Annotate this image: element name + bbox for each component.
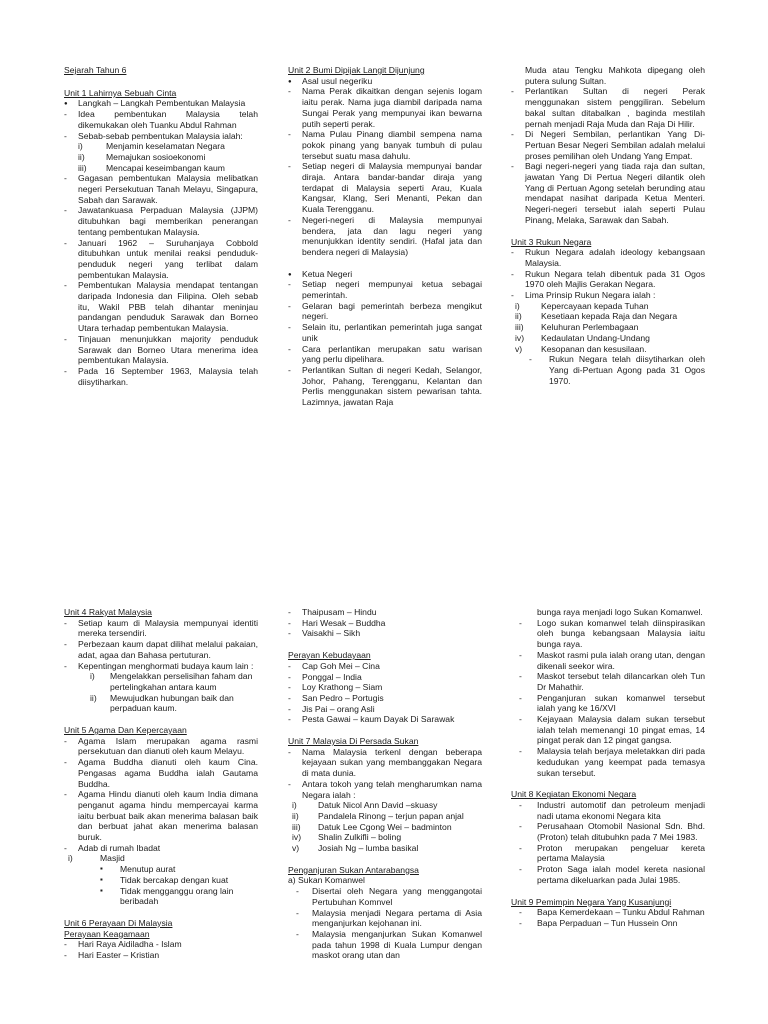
roman-item [511,344,705,355]
list-item: - Perlantikan Sultan di negeri Kedah, Selangor, Johor, Pahang, Terengganu, Kelantan dan Perlis menggunakan sistem pewarisan tahta. Lazimnya, jawatan Raja [288,365,482,408]
heading-unit-9: Unit 9 Pemimpin Negara Yang Kusanjungi [511,896,672,907]
spacer [64,714,258,725]
roman-text: Datuk Nicol Ann David –skuasy [318,800,438,811]
list-item: - Gelaran bagi pemerintah berbeza mengikut negeri. [288,301,482,322]
roman-number: i) [68,853,73,864]
list-item: - Agama Islam merupakan agama rasmi persekutuan dan dianuti oleh kaum Melayu. [64,736,258,757]
list-item: - Bagi negeri-negeri yang tiada raja dan sultan, jawatan Yang Di Pertua Negeri dilantik oleh Yang di Pertuan Agong setelah berunding atau mendapat nasihat daripada Ketua Menteri. Negeri-negeri tersebut ialah seperti Pulau Pinang, Melaka, Sarawak dan Sabah. [511,161,705,225]
roman-item [288,800,482,811]
list-item: - Perlantikan Sultan di negeri Perak menggunakan sistem penggiliran. Sebelum bakal sultan ditabalkan , baginda mestilah pernah menjadi Raja Muda dan Raja Di Hilir. [511,86,705,129]
spacer [511,886,705,897]
roman-text: Kepercayaan kepada Tuhan [541,300,649,311]
heading-unit-3: Unit 3 Rukun Negara [511,236,592,247]
list-item: - Ponggal – India [288,672,482,683]
sub-item: - Kejayaan Malaysia dalam sukan tersebut ialah telah memenangi 10 pingat emas, 14 pingat perak dan 12 pingat gangsa. [511,714,705,746]
list-item: - San Pedro – Portugis [288,693,482,704]
sub-item: - Maskot tersebut telah dilancarkan oleh Tun Dr Mahathir. [511,671,705,692]
list-item: - Pembentukan Malaysia mendapat tentangan daripada Indonesia dan Filipina. Oleh sebab itu, Wakil PBB telah dihantar meninjau pandangan penduduk Sarawak dan Borneo Utara terhadap pembentukan Malaysia. [64,280,258,334]
column-4 [64,607,258,961]
list-item: - Agama Buddha dianuti oleh kaum Cina. Pengasas agama Buddha ialah Gautama Buddha. [64,757,258,789]
sub-item: - Malaysia telah berjaya meletakkan diri pada kedudukan yang keempat pada temasya sukan tersebut. [511,746,705,778]
list-item: - Gagasan pembentukan Malaysia melibatkan negeri Persekutuan Tanah Melayu, Singapura, Sabah dan Sarawak. [64,173,258,205]
document-title: Sejarah Tahun 6 [64,65,127,75]
square-bullet-item: ▪ Tidak mengganggu orang lain beribadah [64,886,258,907]
heading-unit-7: Unit 7 Malaysia Di Persada Sukan [288,736,419,747]
list-item: - Hari Raya Aidiladha - Islam [64,939,258,950]
list-item: - Thaipusam – Hindu [288,607,482,618]
roman-number: iv) [292,832,302,843]
list-item: - Kepentingan menghormati budaya kaum lain : [64,661,258,672]
bullet-item: ● Asal usul negeriku [288,76,482,87]
roman-text: Keluhuran Perlembagaan [541,322,639,333]
sub-item: - Bapa Perpaduan – Tun Hussein Onn [511,918,705,929]
alpha-item: a) Sukan Komanwel [288,875,365,886]
roman-item [511,322,705,333]
spacer [511,226,705,237]
roman-text: Kesetiaan kepada Raja dan Negara [541,311,678,322]
roman-number: v) [292,843,300,854]
heading-unit-1: Unit 1 Lahirnya Sebuah Cinta [64,87,177,98]
roman-number: i) [292,800,297,811]
roman-number: v) [515,343,523,354]
spacer [288,725,482,736]
roman-item [288,832,482,843]
roman-item [288,811,482,822]
roman-text: Masjid [100,853,125,864]
list-item: - Vaisakhi – Sikh [288,628,482,639]
roman-number: i) [90,671,95,682]
list-item: - Cap Goh Mei – Cina [288,661,482,672]
list-item: - Setiap negeri di Malaysia mempunyai bandar diraja. Antara bandar-bandar diraja yang terdapat di Malaysia seperti Arau, Kuala Kangsar, Klang, Seri Menanti, Pekan dan Kuala Terengganu. [288,161,482,215]
roman-item [64,853,258,864]
roman-text: Memajukan sosioekonomi [106,151,206,162]
list-item: - Januari 1962 – Suruhanjaya Cobbold ditubuhkan untuk menilai reaksi penduduk-penduduk negeri yang terlibat dalam pembentukan Malaysia. [64,238,258,281]
list-item: - Jawatankuasa Perpaduan Malaysia (JJPM) ditubuhkan bagi memberikan penerangan tentang pembentukan Malaysia. [64,205,258,237]
list-item: - Nama Perak dikaitkan dengan sejenis logam iaitu perak. Nama juga diambil daripada nama Sungai Perak yang mempunyai ikan bewarna putih seperti perak. [288,86,482,129]
roman-number: ii) [515,311,522,322]
spacer [288,258,482,269]
roman-text: Mencapai keseimbangan kaum [106,162,225,173]
roman-item [511,301,705,312]
list-item: - Setiap kaum di Malaysia mempunyai identiti mereka tersendiri. [64,618,258,639]
roman-item [64,141,258,152]
roman-item [288,822,482,833]
roman-number: ii) [78,151,85,162]
sub-item: - Proton merupakan pengeluar kereta pertama Malaysia [511,843,705,864]
column-1 [64,65,258,387]
sub-item: - Rukun Negara telah diisytiharkan oleh Yang di-Pertuan Agong pada 31 Ogos 1970. [511,354,705,386]
sub-item: - Bapa Kemerdekaan – Tunku Abdul Rahman [511,907,705,918]
roman-number: ii) [90,692,97,703]
heading-unit-8: Unit 8 Kegiatan Ekonomi Negara [511,789,637,800]
list-item: - Pada 16 September 1963, Malaysia telah diisytiharkan. [64,366,258,387]
roman-text: Menjamin keselamatan Negara [106,141,225,152]
column-5 [288,607,482,961]
list-item: - Nama Malaysia terkenl dengan beberapa kejayaan sukan yang membanggakan Negara di mata dunia. [288,747,482,779]
list-item: - Hari Easter – Kristian [64,950,258,961]
sub-item: - Malaysia menjadi Negara pertama di Asia menganjurkan kejohanan ini. [288,908,482,929]
list-item: - Hari Wesak – Buddha [288,618,482,629]
roman-text: Kesopanan dan kesusilaan. [541,343,647,354]
roman-item [64,163,258,174]
list-item: - Pesta Gawai – kaum Dayak Di Sarawak [288,714,482,725]
column-6 [511,607,705,929]
sub-item: - Perusahaan Otomobil Nasional Sdn. Bhd. (Proton) telah ditubuhkn pada 7 Mei 1983. [511,821,705,842]
roman-text: Mengelakkan perselisihan faham dan pertelingkahan antara kaum [110,671,253,692]
roman-text: Josiah Ng – lumba basikal [318,843,419,854]
roman-item [511,333,705,344]
sub-item: - Penganjuran sukan komanwel tersebut ialah yang ke 16/XVI [511,693,705,714]
subheading-cultural: Perayan Kebudayaan [288,650,371,661]
spacer [64,907,258,918]
roman-number: i) [515,300,520,311]
heading-unit-5: Unit 5 Agama Dan Kepercayaan [64,725,187,736]
list-item: - Negeri-negeri di Malaysia mempunyai bendera, jata dan lagu negeri yang menunjukkan identity sendiri. (Hafal jata dan bendera negeri di Malaysia) [288,215,482,258]
sub-item: - Industri automotif dan petroleum menjadi nadi utama ekonomi Negara kita [511,800,705,821]
roman-number: ii) [292,810,299,821]
roman-item [288,843,482,854]
list-item: - Cara perlantikan merupakan satu warisan yang perlu dipelihara. [288,344,482,365]
spacer [511,778,705,789]
square-bullet-item: ▪ Menutup aurat [64,864,258,875]
roman-number: iii) [515,322,524,333]
roman-number: iv) [515,332,525,343]
continued-text: Muda atau Tengku Mahkota dipegang oleh putera sulung Sultan. [525,65,705,86]
bullet-item: ● Langkah – Langkah Pembentukan Malaysia [64,98,258,109]
list-item: - Setiap negeri mempunyai ketua sebagai pemerintah. [288,279,482,300]
list-item: - Nama Pulau Pinang diambil sempena nama pokok pinang yang banyak tumbuh di pulau tersebut suatu masa dahulu. [288,129,482,161]
roman-number: iii) [78,162,87,173]
roman-number: i) [78,141,83,152]
list-item: - Rukun Negara telah dibentuk pada 31 Ogos 1970 oleh Majlis Gerakan Negara. [511,269,705,290]
list-item: - Sebab-sebab pembentukan Malaysia ialah: [64,131,258,142]
list-item: - Perbezaan kaum dapat dilihat melalui pakaian, adat, agaa dan Bahasa pertuturan. [64,639,258,660]
heading-unit-6: Unit 6 Perayaan Di Malaysia [64,917,173,928]
roman-text: Mewujudkan hubungan baik dan perpaduan kaum. [110,692,234,714]
list-item: - Jis Pai – orang Asli [288,704,482,715]
sub-item: - Disertai oleh Negara yang menggangotai Pertubuhan Komnvel [288,886,482,907]
list-item: - Rukun Negara adalah ideology kebangsaan Malaysia. [511,247,705,268]
roman-text: Shalin Zulkifli – boling [318,832,402,843]
list-item: - Adab di rumah Ibadat [64,843,258,854]
spacer [288,854,482,865]
subheading-international: Penganjuran Sukan Antarabangsa [288,864,419,875]
list-item: - Di Negeri Sembilan, perlantikan Yang Di-Pertuan Besar Negeri Sembilan adalah melalui proses pemilihan oleh Undang Yang Empat. [511,129,705,161]
roman-number: iii) [292,821,301,832]
bullet-item: ● Ketua Negeri [288,269,482,280]
square-bullet-item: ▪ Tidak bercakap dengan kuat [64,875,258,886]
roman-item [64,152,258,163]
spacer [288,639,482,650]
sub-item: - Logo sukan komanwel telah diinspirasikan oleh bunga kebangsaan Malaysia iaitu bunga raya. [511,618,705,650]
subheading-religious: Perayaan Keagamaan [64,928,150,939]
list-item: - Tinjauan menunjukkan majority penduduk Sarawak dan Borneo Utara menerima idea pembentukan Malaysia. [64,334,258,366]
roman-text: Pandalela Rinong – terjun papan anjal [318,810,464,821]
roman-item [511,311,705,322]
list-item: - Antara tokoh yang telah mengharumkan nama Negara ialah : [288,779,482,800]
heading-unit-4: Unit 4 Rakyat Malaysia [64,607,152,617]
roman-item [64,693,258,714]
roman-item [64,671,258,692]
list-item: - Loy Krathong – Siam [288,682,482,693]
roman-text: Kedaulatan Undang-Undang [541,332,650,343]
column-2 [288,65,482,408]
column-3 [511,65,705,386]
continued-text: bunga raya menjadi logo Sukan Komanwel. [537,607,703,617]
sub-item: - Malaysia menganjurkan Sukan Komanwel pada tahun 1998 di Kuala Lumpur dengan maskot orang utan dan [288,929,482,961]
list-item: - Selain itu, perlantikan pemerintah juga sangat unik [288,322,482,343]
list-item: - Agama Hindu dianuti oleh kaum India dimana penganut agama hindu mempercayai karma iaitu berbuat baik akan menerima balasan baik dan berbuat jahat akan menerima balasan buruk. [64,789,258,843]
list-item: - Idea pembentukan Malaysia telah dikemukakan oleh Tuanku Abdul Rahman [64,109,258,130]
sub-item: - Maskot rasmi pula ialah orang utan, dengan dikenali seekor wira. [511,650,705,671]
sub-item: - Proton Saga ialah model kereta nasional pertama dikeluarkan pada Julai 1985. [511,864,705,885]
list-item: - Lima Prinsip Rukun Negara ialah : [511,290,705,301]
heading-unit-2: Unit 2 Bumi Dipijak Langit Dijunjung [288,65,425,75]
roman-text: Datuk Lee Cgong Wei – badminton [318,821,452,832]
